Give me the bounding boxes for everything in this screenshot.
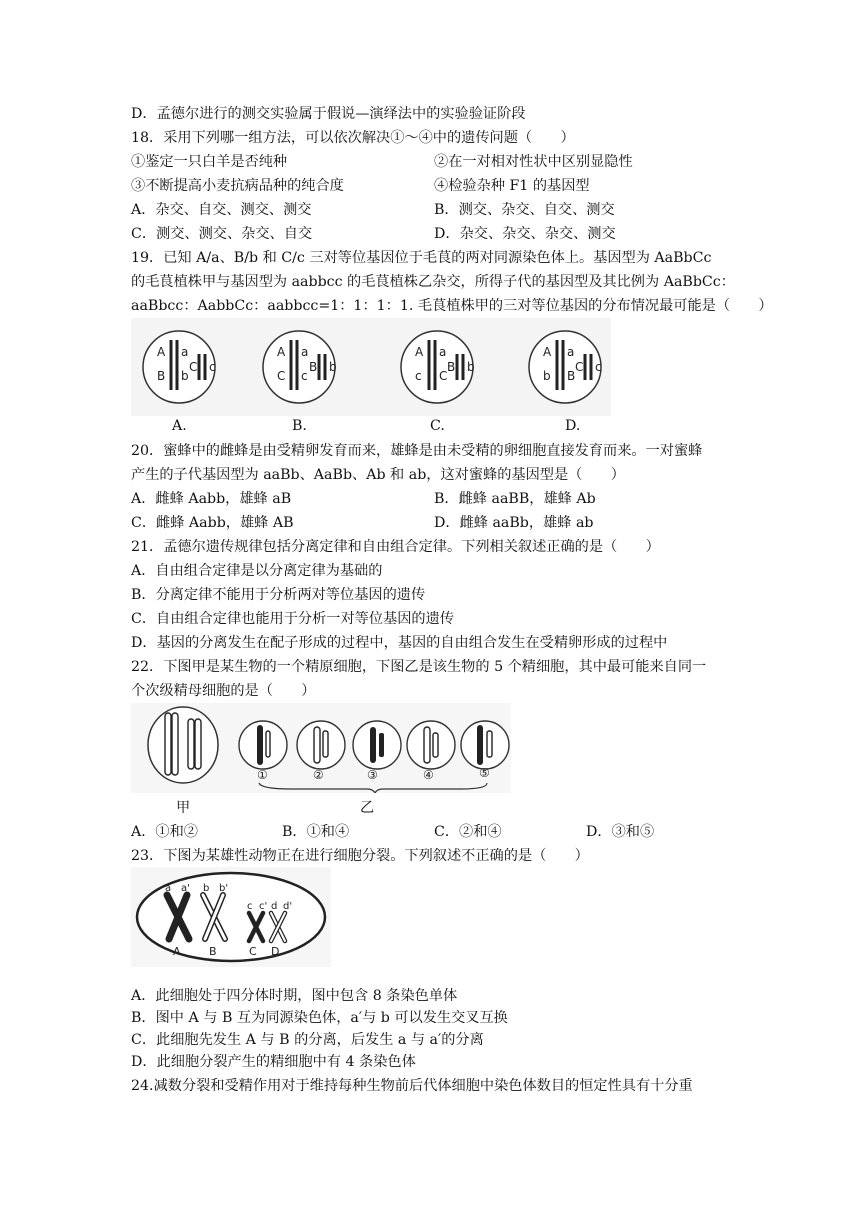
q20-option-c: C．雌蜂 Aabb，雄蜂 AB (131, 515, 294, 531)
q23-label-a-lower: a (165, 883, 172, 894)
q23-option-c: C．此细胞先发生 A 与 B 的分离，后发生 a 与 a′的分离 (131, 1032, 484, 1048)
q22-cell-4 (407, 721, 455, 769)
q20-stem-line1: 20．蜜蜂中的雌蜂是由受精卵发育而来，雄蜂是由未受精的卵细胞直接发育而来。一对蜜蜂 (131, 443, 703, 459)
svg-text:b: b (181, 369, 189, 383)
svg-text:b: b (467, 360, 475, 374)
q22-option-d: D．③和⑤ (586, 824, 655, 840)
svg-text:c: c (595, 360, 602, 374)
q18-stem: 18．采用下列哪一组方法，可以依次解决①～④中的遗传问题（ ） (131, 130, 575, 146)
q22-cell-3 (353, 721, 401, 769)
q17-option-d: D．孟德尔进行的测交实验属于假说—演绎法中的实验验证阶段 (131, 106, 526, 122)
q22-option-b: B．①和④ (282, 824, 350, 840)
q22-figure (131, 703, 511, 793)
svg-text:C: C (277, 369, 286, 383)
q19-cell-a (143, 331, 216, 403)
q18-item-1: ①鉴定一只白羊是否纯种 (131, 154, 288, 170)
q22-label-jia: 甲 (176, 800, 191, 816)
q21-stem: 21．孟德尔遗传规律包括分离定律和自由组合定律。下列相关叙述正确的是（ ） (131, 539, 660, 555)
q20-option-d: D．雌蜂 aaBb，雄蜂 ab (434, 515, 594, 531)
q22-label-yi: 乙 (360, 800, 375, 816)
q23-label-c-prime: c' (259, 901, 268, 912)
q19-label-a: A. (172, 418, 187, 434)
q23-label-A: A (173, 945, 181, 958)
q19-cell-c (401, 331, 475, 403)
q23-option-d: D．此细胞分裂产生的精细胞中有 4 条染色体 (131, 1054, 416, 1070)
svg-text:a: a (439, 345, 447, 359)
q20-option-a: A．雌蜂 Aabb，雄蜂 aB (131, 491, 292, 507)
q19-stem-line2: 的毛茛植株甲与基因型为 aabbcc 的毛茛植株乙杂交，所得子代的基因型及其比例为 AaBbCc： (131, 274, 735, 290)
q19-stem-line3: aaBbcc：AabbCc：aabbcc=1：1：1：1. 毛茛植株甲的三对等位基因的分布情况最可能是（ ） (131, 298, 773, 314)
svg-text:B: B (157, 369, 166, 383)
q18-option-c: C．测交、测交、杂交、自交 (131, 226, 313, 242)
q19-figure (131, 318, 611, 416)
svg-text:B: B (447, 360, 456, 374)
q19-stem-line1: 19．已知 A/a、B/b 和 C/c 三对等位基因位于毛茛的两对同源染色体上。基因型为 AaBbCc (131, 250, 712, 266)
q22-stem-line2: 个次级精母细胞的是（ ） (131, 683, 316, 699)
q18-option-a: A．杂交、自交、测交、测交 (131, 202, 312, 218)
svg-text:a: a (301, 345, 309, 359)
q23-label-C: C (249, 945, 257, 958)
svg-text:c: c (301, 369, 308, 383)
q24-stem-line1: 24.减数分裂和受精作用对于维持每种生物前后代体细胞中染色体数目的恒定性具有十分重 (131, 1078, 693, 1094)
svg-text:c: c (415, 369, 422, 383)
q19-label-c: C. (430, 418, 445, 434)
svg-text:a: a (181, 345, 189, 359)
svg-text:b: b (329, 360, 337, 374)
svg-text:B: B (567, 369, 576, 383)
q21-option-b: B．分离定律不能用于分析两对等位基因的遗传 (131, 587, 426, 603)
svg-text:C: C (439, 369, 448, 383)
q23-option-a: A．此细胞处于四分体时期，图中包含 8 条染色单体 (131, 988, 458, 1004)
q20-option-b: B．雌蜂 aaBB，雄蜂 Ab (434, 491, 596, 507)
q19-label-b: B. (292, 418, 307, 434)
q22-cell-1 (239, 721, 287, 769)
svg-text:C: C (189, 360, 198, 374)
svg-text:c: c (209, 360, 216, 374)
q22-num-1: ① (257, 768, 268, 782)
q22-cell-5 (461, 721, 509, 769)
q18-item-4: ④检验杂种 F1 的基因型 (434, 178, 590, 194)
q23-label-b-prime: b' (219, 883, 229, 894)
svg-text:C: C (575, 360, 584, 374)
q22-option-a: A．①和② (131, 824, 198, 840)
q22-num-4: ④ (423, 768, 434, 782)
q19-cell-b (263, 331, 337, 403)
q19-label-d: D. (565, 418, 581, 434)
q22-cell-2 (297, 721, 345, 769)
q23-label-d-lower: d (271, 901, 278, 912)
q20-stem-line2: 产生的子代基因型为 aaBb、AaBb、Ab 和 ab，这对蜜蜂的基因型是（ ） (131, 467, 625, 483)
q22-num-3: ③ (367, 768, 378, 782)
q23-option-b: B．图中 A 与 B 互为同源染色体，a′与 b 可以发生交叉互换 (131, 1010, 508, 1026)
svg-text:A: A (277, 345, 286, 359)
svg-text:A: A (157, 345, 166, 359)
q18-item-3: ③不断提高小麦抗病品种的纯合度 (131, 178, 344, 194)
q23-label-d-prime: d' (283, 901, 293, 912)
q22-num-2: ② (313, 768, 324, 782)
q22-option-c: C．②和④ (434, 824, 502, 840)
svg-text:b: b (543, 369, 551, 383)
q22-num-5: ⑤ (479, 766, 490, 780)
q22-cell-jia (148, 707, 218, 783)
q21-option-d: D．基因的分离发生在配子形成的过程中，基因的自由组合发生在受精卵形成的过程中 (131, 635, 668, 651)
q19-cell-d (529, 331, 602, 403)
svg-text:A: A (543, 345, 552, 359)
svg-text:a: a (567, 345, 575, 359)
q23-label-a-prime: a' (181, 883, 190, 894)
q23-label-c-lower: c (247, 901, 253, 912)
q22-stem-line1: 22．下图甲是某生物的一个精原细胞，下图乙是该生物的 5 个精细胞，其中最可能来自同一 (131, 659, 707, 675)
q23-label-D: D (271, 945, 280, 958)
q18-option-d: D．杂交、杂交、杂交、测交 (434, 226, 616, 242)
q21-option-a: A．自由组合定律是以分离定律为基础的 (131, 563, 383, 579)
q18-item-2: ②在一对相对性状中区别显隐性 (434, 154, 633, 170)
svg-text:A: A (415, 345, 424, 359)
q18-option-b: B．测交、杂交、自交、测交 (434, 202, 615, 218)
q21-option-c: C．自由组合定律也能用于分析一对等位基因的遗传 (131, 611, 454, 627)
q23-label-B: B (209, 945, 217, 958)
q23-figure (131, 867, 331, 967)
svg-text:B: B (309, 360, 318, 374)
q23-stem: 23．下图为某雄性动物正在进行细胞分裂。下列叙述不正确的是（ ） (131, 848, 589, 864)
q23-label-b-lower: b (203, 883, 210, 894)
